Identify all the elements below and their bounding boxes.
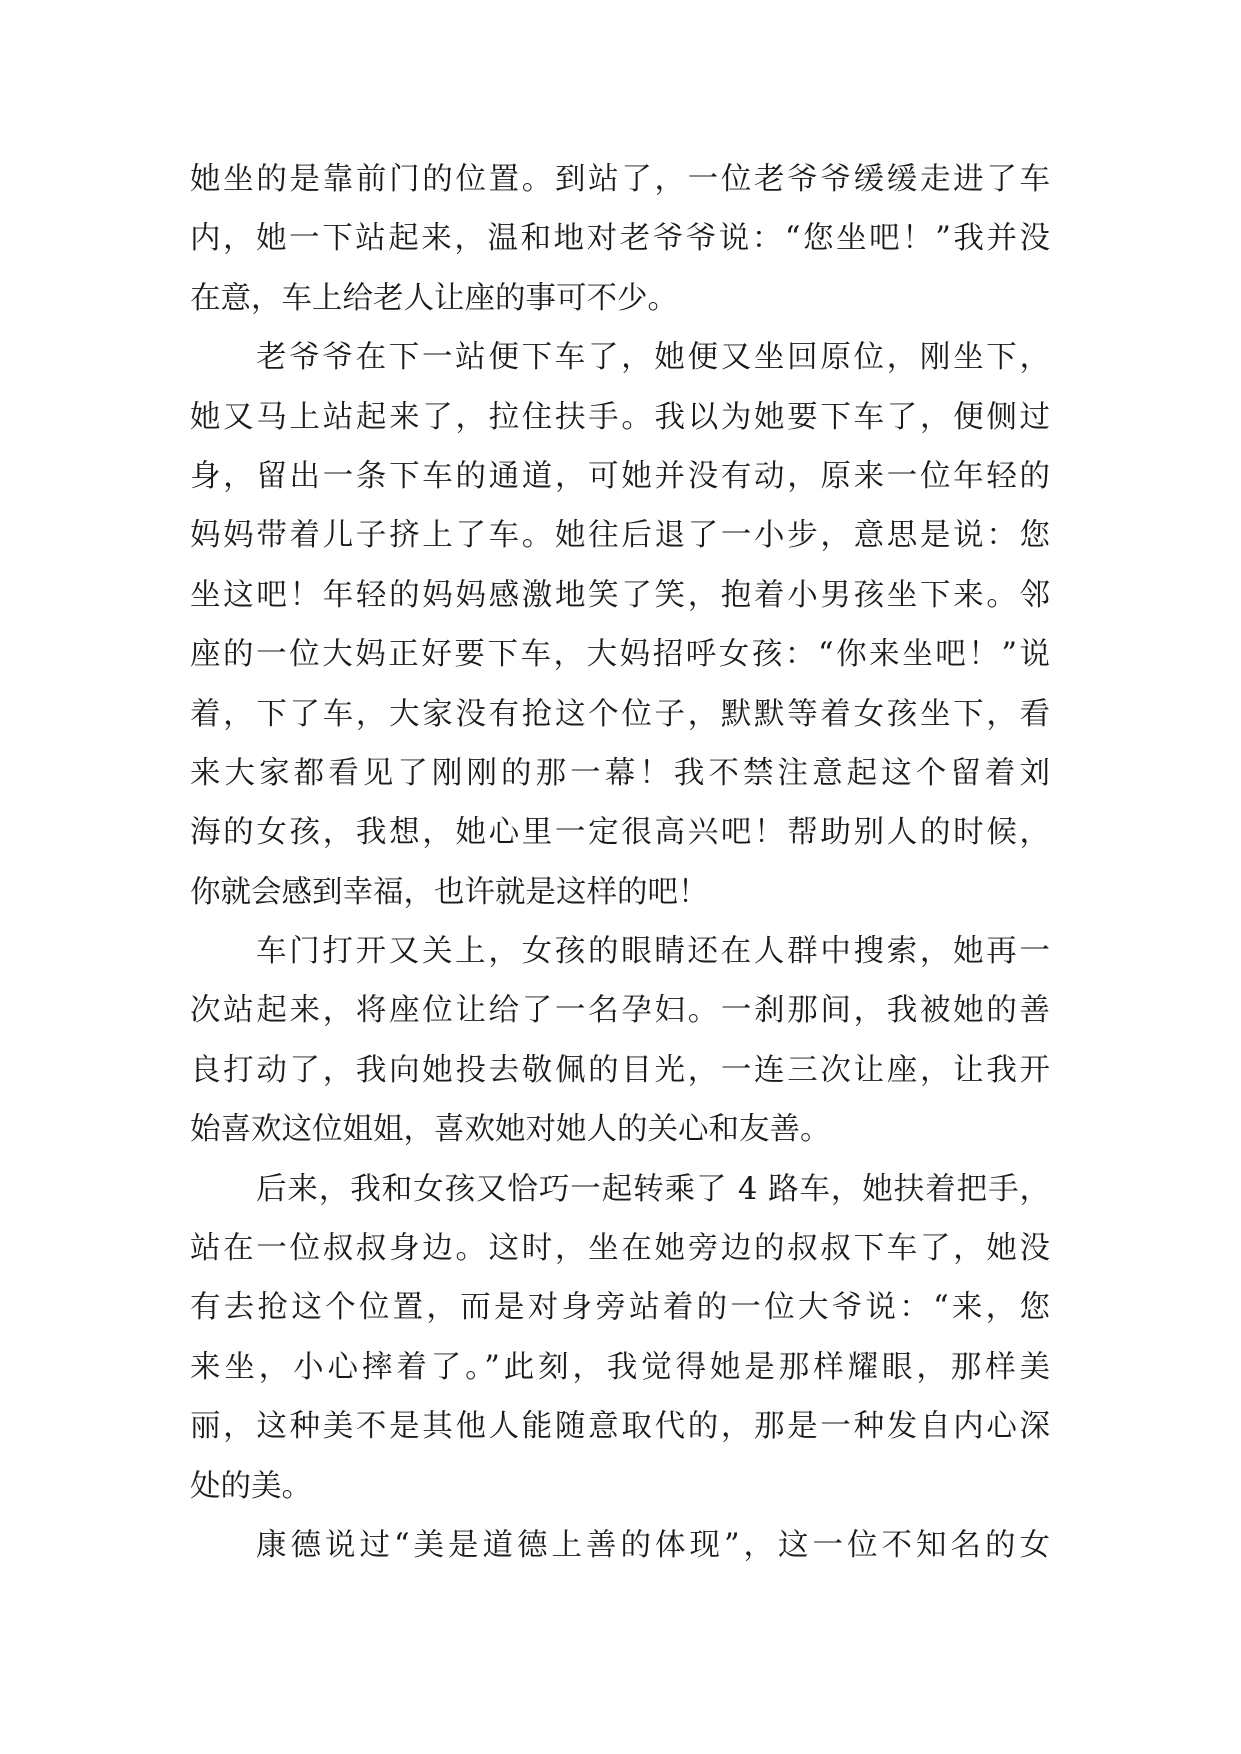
paragraph — [190, 922, 1050, 1160]
text-line: 她又马上站起来了，拉住扶手。我以为她要下车了，便侧过 — [190, 399, 1050, 435]
text-line: 处的美。 — [190, 1468, 312, 1504]
text-line: 站在一位叔叔身边。这时，坐在她旁边的叔叔下车了，她没 — [190, 1231, 1050, 1267]
text-line: 康德说过“美是道德上善的体现”，这一位不知名的女 — [256, 1527, 1050, 1563]
text-line: 老爷爷在下一站便下车了，她便又坐回原位，刚坐下， — [256, 340, 1050, 376]
text-line: 后来，我和女孩又恰巧一起转乘了 4 路车，她扶着把手， — [256, 1171, 1050, 1207]
text-line: 丽，这种美不是其他人能随意取代的，那是一种发自内心深 — [190, 1409, 1050, 1445]
text-line: 来大家都看见了刚刚的那一幕！我不禁注意起这个留着刘 — [190, 755, 1050, 791]
text-line: 海的女孩，我想，她心里一定很高兴吧！帮助别人的时候， — [190, 815, 1050, 851]
text-line: 始喜欢这位姐姐，喜欢她对她人的关心和友善。 — [190, 1112, 831, 1148]
text-line: 妈妈带着儿子挤上了车。她往后退了一小步，意思是说：您 — [190, 518, 1050, 554]
paragraph — [190, 1516, 1050, 1575]
text-line: 坐这吧！年轻的妈妈感激地笑了笑，抱着小男孩坐下来。邻 — [190, 577, 1050, 613]
text-line: 着，下了车，大家没有抢这个位子，默默等着女孩坐下，看 — [190, 696, 1050, 732]
text-line: 座的一位大妈正好要下车，大妈招呼女孩：“你来坐吧！”说 — [190, 637, 1050, 673]
paragraph — [190, 150, 1050, 328]
text-line: 有去抢这个位置，而是对身旁站着的一位大爷说：“来，您 — [190, 1290, 1050, 1326]
paragraph — [190, 328, 1050, 922]
text-line: 良打动了，我向她投去敬佩的目光，一连三次让座，让我开 — [190, 1052, 1050, 1088]
text-line: 来坐，小心摔着了。”此刻，我觉得她是那样耀眼，那样美 — [190, 1349, 1050, 1385]
article-body — [190, 150, 1050, 1575]
text-line: 内，她一下站起来，温和地对老爷爷说：“您坐吧！”我并没 — [190, 221, 1050, 257]
text-line: 车门打开又关上，女孩的眼睛还在人群中搜索，她再一 — [256, 934, 1050, 970]
text-line: 她坐的是靠前门的位置。到站了，一位老爷爷缓缓走进了车 — [190, 162, 1050, 197]
text-line: 在意，车上给老人让座的事可不少。 — [190, 280, 678, 316]
text-line: 次站起来，将座位让给了一名孕妇。一刹那间，我被她的善 — [190, 993, 1050, 1029]
text-line: 你就会感到幸福，也许就是这样的吧！ — [190, 874, 709, 910]
text-line: 身，留出一条下车的通道，可她并没有动，原来一位年轻的 — [190, 458, 1050, 494]
paragraph — [190, 1160, 1050, 1516]
